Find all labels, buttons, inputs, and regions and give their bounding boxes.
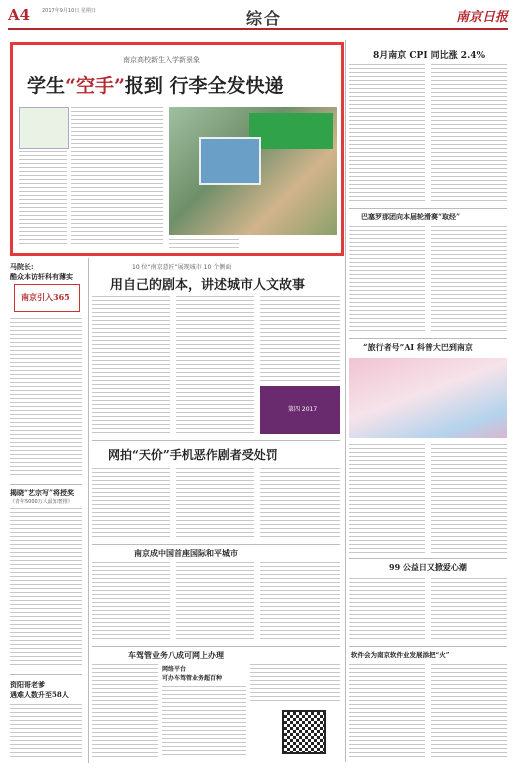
left-column <box>10 262 84 762</box>
divider <box>92 440 340 441</box>
middle-column <box>92 262 342 762</box>
right-headline-2: 巴塞罗那团向本届轮滑赛“取经” <box>361 212 461 221</box>
left-article-2-title: 揭晓“艺宗写”将授奖 <box>10 488 75 497</box>
feature-photo-caption <box>169 239 239 249</box>
column-divider <box>88 258 89 763</box>
divider <box>10 484 82 485</box>
divider <box>349 558 507 559</box>
middle-headline-2: 网拍“天价”手机恶作剧者受处罚 <box>108 448 278 462</box>
left-article-3-body <box>10 704 82 760</box>
ad-box <box>14 284 80 312</box>
right-article-2-body <box>349 226 425 334</box>
banner-text: 第四 2017 <box>288 406 318 413</box>
right-article-3-body <box>349 444 425 554</box>
info-box <box>162 664 246 760</box>
right-headline-4: 99 公益日又掀爱心潮 <box>389 562 467 572</box>
middle-article-4-body <box>92 664 158 760</box>
featured-article[interactable] <box>10 42 344 256</box>
feature-thumbnail <box>19 107 69 149</box>
right-article-4-body-2 <box>431 578 507 642</box>
right-article-3-body-2 <box>431 444 507 554</box>
info-box-sub: 可办车驾管业务超百种 <box>162 675 223 682</box>
newspaper-logo: 南京日报 <box>455 10 508 25</box>
right-headline-5: 软件会为南京软件业发展添把“火” <box>351 651 450 659</box>
right-headline-3: “旅行者号”AI 科普大巴到南京 <box>363 342 473 352</box>
event-banner <box>260 386 340 434</box>
right-column <box>349 44 509 764</box>
middle-article-3-body-3 <box>260 562 340 642</box>
right-article-5-body <box>349 664 425 760</box>
right-photo <box>349 358 507 438</box>
middle-article-1-body <box>92 296 170 436</box>
left-article-3-title: 资阳哥老爹 遇难人数升至58人 <box>10 680 69 699</box>
feature-body-text <box>71 107 163 247</box>
section-title: 综合 <box>246 9 283 28</box>
info-box-title: 网络平台 <box>162 666 187 673</box>
right-article-4-body <box>349 578 425 642</box>
middle-article-4-body-2 <box>250 664 340 704</box>
feature-kicker: 南京高校新生入学新景象 <box>123 56 200 64</box>
photo-sign <box>249 113 333 149</box>
ad-text: 南京引入365 <box>21 292 70 302</box>
divider <box>349 338 507 339</box>
left-article-2-body <box>10 508 82 668</box>
divider <box>349 646 507 647</box>
middle-kicker: 10 位“南京意匠”展现城市 10 个侧面 <box>132 264 232 271</box>
divider <box>10 674 82 675</box>
feature-photo <box>169 107 337 235</box>
middle-headline-3: 南京成中国首座国际和平城市 <box>134 548 238 558</box>
middle-article-1-body-2 <box>176 296 254 436</box>
feature-body-text-2 <box>19 151 67 247</box>
qr-code-icon <box>282 710 326 754</box>
issue-date: 2017年9月10日 星期日 <box>42 8 96 14</box>
middle-article-2-body <box>92 468 170 540</box>
middle-article-2-body-3 <box>260 468 340 540</box>
right-article-1-body-2 <box>431 64 507 204</box>
left-article-1-body <box>10 318 82 478</box>
info-box-body <box>162 686 246 756</box>
middle-headline-4: 车驾管业务八成可网上办理 <box>128 650 224 660</box>
photo-screen <box>199 137 261 185</box>
feature-headline: 学生“空手”报到 行李全发快递 <box>27 75 284 97</box>
middle-headline-1: 用自己的剧本，讲述城市人文故事 <box>110 278 306 293</box>
middle-article-2-body-2 <box>176 468 254 540</box>
right-article-2-body-2 <box>431 226 507 334</box>
middle-article-3-body-2 <box>176 562 254 642</box>
middle-article-3-body <box>92 562 170 642</box>
right-headline-1: 8月南京 CPI 同比涨 2.4% <box>373 51 486 61</box>
column-divider <box>345 40 346 762</box>
left-article-2-sub: 《青年5000万人最知奢推》 <box>10 499 73 505</box>
divider <box>92 544 340 545</box>
middle-article-1-body-3 <box>260 296 340 382</box>
right-article-1-body <box>349 64 425 204</box>
page-number: A4 <box>8 6 31 24</box>
left-article-1-title: 马院长: 酷众本访轩科有薄实 <box>10 262 73 281</box>
right-article-5-body-2 <box>431 664 507 760</box>
divider <box>349 208 507 209</box>
page-header <box>8 6 508 30</box>
divider <box>92 646 340 647</box>
